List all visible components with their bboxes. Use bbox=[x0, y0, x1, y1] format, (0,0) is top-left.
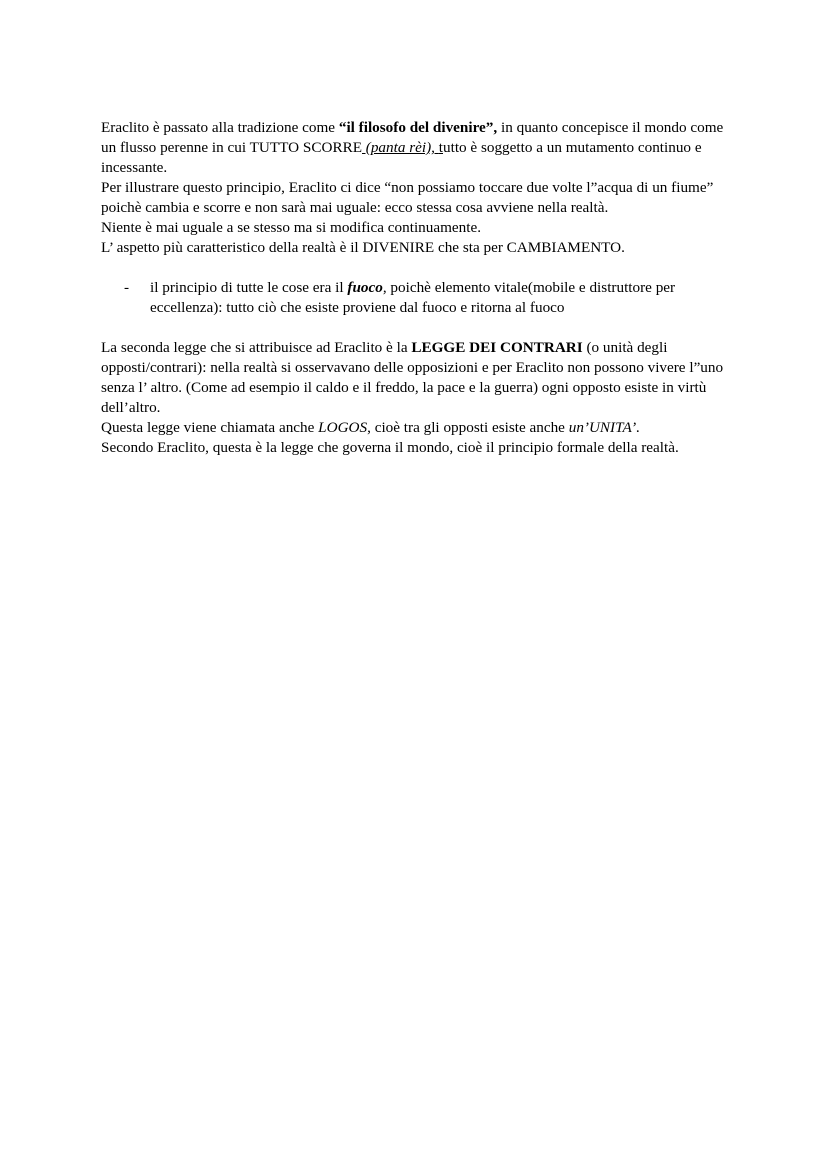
paragraph-logos bbox=[101, 418, 741, 438]
text-run: Eraclito è passato alla tradizione come bbox=[101, 119, 339, 136]
bold-italic-word-fuoco: fuoco bbox=[347, 279, 383, 296]
paragraph-niente-uguale: Niente è mai uguale a se stesso ma si modifica continuamente. bbox=[101, 219, 481, 236]
paragraph-aspetto-realta: L’ aspetto più caratteristico della realtà è il DIVENIRE che sta per CAMBIAMENTO. bbox=[101, 239, 625, 256]
text-run: il principio di tutte le cose era il bbox=[150, 279, 348, 296]
text-run: La seconda legge che si attribuisce ad Eraclito è la bbox=[101, 339, 412, 356]
paragraph-fiume: Per illustrare questo principio, Eraclito ci dice “non possiamo toccare due volte l”acqua di un fiume” poichè cambia e scorre e non sarà mai uguale: ecco stessa cosa avviene nella realtà. bbox=[101, 179, 714, 216]
italic-phrase-unita: un’UNITA’. bbox=[568, 419, 641, 436]
document-body bbox=[101, 118, 741, 458]
text-run: (o unità degli opposti/contrari): nella realtà si osservavano delle opposizioni e per Eraclito non possono vivere l”uno senza l’ altro. (Come ad esempio il caldo e il freddo, la pace e la guerra) ogni opposto esiste in virtù dell’altro. bbox=[101, 339, 724, 416]
bullet-dash: - bbox=[124, 279, 130, 296]
text-run: , poichè elemento vitale(mobile e distruttore per eccellenza): tutto ciò che esiste proviene dal fuoco e ritorna al fuoco bbox=[150, 279, 676, 316]
list-item-fuoco bbox=[101, 278, 741, 318]
text-run: utto è soggetto a un mutamento continuo e incessante. bbox=[101, 139, 702, 176]
text-run: in quanto concepisce il mondo come un flusso perenne in cui TUTTO SCORRE bbox=[101, 119, 724, 156]
bold-phrase-legge-contrari: LEGGE DEI CONTRARI bbox=[411, 339, 583, 356]
text-run: , cioè tra gli opposti esiste anche bbox=[367, 419, 569, 436]
paragraph-divenire bbox=[101, 118, 741, 178]
text-run: Questa legge viene chiamata anche bbox=[101, 419, 319, 436]
bullet-list bbox=[101, 278, 741, 318]
underlined-letter: t bbox=[438, 139, 443, 156]
paragraph-legge-contrari bbox=[101, 338, 741, 418]
spacer bbox=[101, 258, 741, 278]
spacer bbox=[101, 318, 741, 338]
italic-phrase-panta-rei: (panta rèi), bbox=[361, 139, 439, 156]
paragraph-legge-mondo: Secondo Eraclito, questa è la legge che governa il mondo, cioè il principio formale della realtà. bbox=[101, 439, 679, 456]
bold-phrase-filosofo-divenire: “il filosofo del divenire”, bbox=[338, 119, 498, 136]
italic-word-logos: LOGOS bbox=[318, 419, 368, 436]
